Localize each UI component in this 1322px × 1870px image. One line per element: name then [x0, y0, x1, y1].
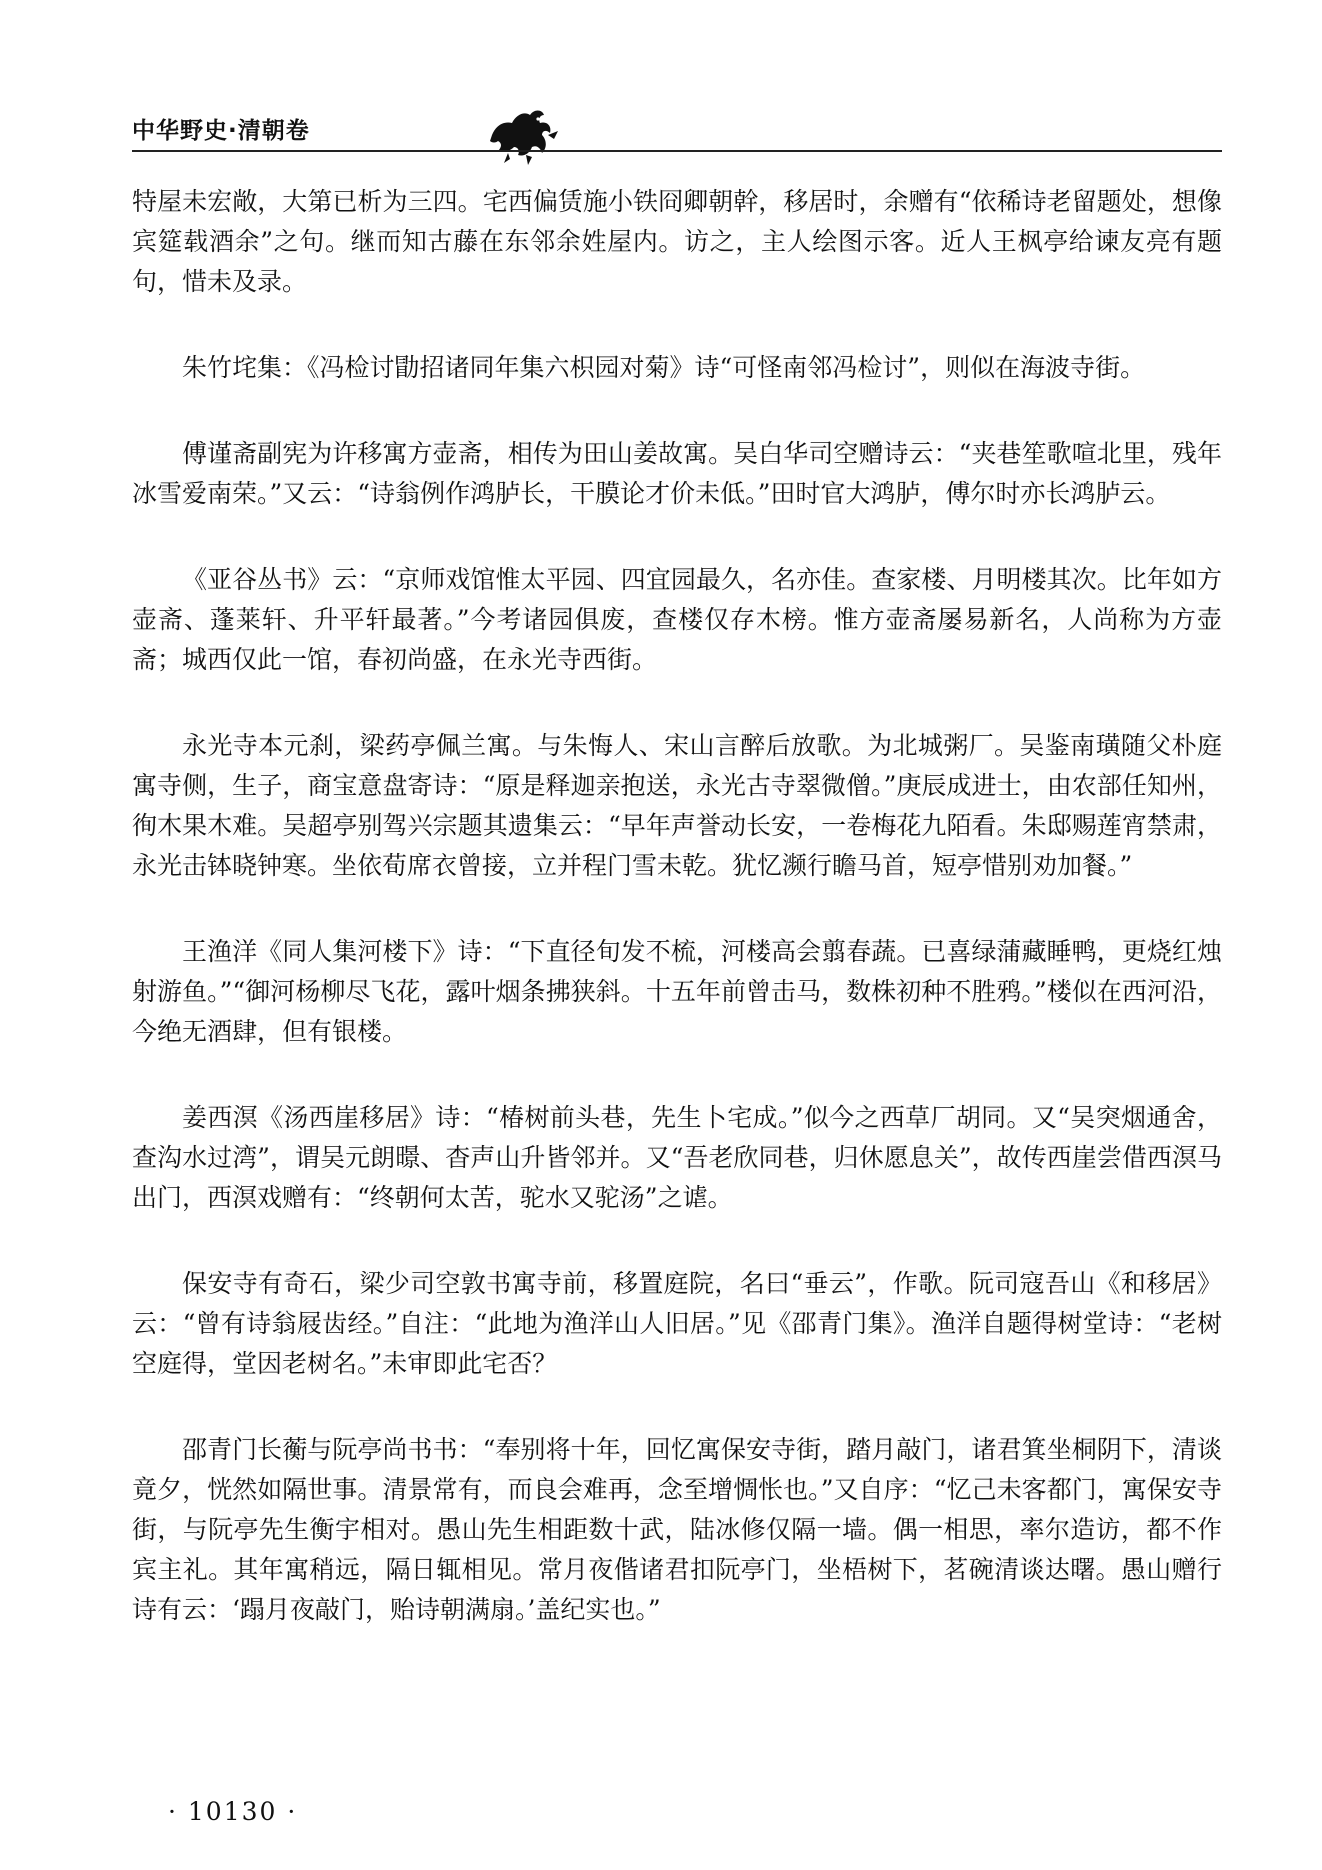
- paragraph: 朱竹垞集：《冯检讨勖招诸同年集六枳园对菊》诗“可怪南邻冯检讨”，则似在海波寺街。: [182, 353, 1146, 382]
- dragon-emblem-icon: [482, 95, 562, 167]
- paragraph: 永光寺本元刹，梁药亭佩兰寓。与朱悔人、宋山言醉后放歌。为北城粥厂。吴鉴南璜随父朴庭寓寺侧，生子，商宝意盘寄诗：“原是释迦亲抱送，永光古寺翠微僧。”庚辰成进士，由农部任知州，徇木果木难。吴超亭别驾兴宗题其遗集云：“早年声誉动长安，一卷梅花九陌看。朱邸赐莲宵禁肃，永光击钵晓钟寒。坐依荀席衣曾接，立并程门雪未乾。犹忆濒行瞻马首，短亭惜别劝加餐。”: [132, 731, 1222, 880]
- page-number: · 10130 ·: [168, 1797, 298, 1826]
- header-divider: [132, 150, 1222, 152]
- paragraph: 邵青门长蘅与阮亭尚书书：“奉别将十年，回忆寓保安寺街，踏月敲门，诸君箕坐桐阴下，清谈竟夕，恍然如隔世事。清景常有，而良会难再，念至增惆怅也。”又自序：“忆己未客都门，寓保安寺街，与阮亭先生衡宇相对。愚山先生相距数十武，陆冰修仅隔一墙。偶一相思，率尔造访，都不作宾主礼。其年寓稍远，隔日辄相见。常月夜偕诸君扣阮亭门，坐梧树下，茗碗清谈达曙。愚山赠行诗有云：‘蹋月夜敲门，贻诗朝满扇。’盖纪实也。”: [132, 1435, 1222, 1624]
- book-title: 中华野史·清朝卷: [132, 118, 310, 144]
- paragraph: 特屋未宏敞，大第已析为三四。宅西偏赁施小铁冏卿朝幹，移居时，余赠有“依稀诗老留题处，想像宾筵载酒余”之句。继而知古藤在东邻余姓屋内。访之，主人绘图示客。近人王枫亭给谏友亮有题句，惜未及录。: [132, 187, 1222, 296]
- paragraph: 王渔洋《同人集河楼下》诗：“下直径旬发不梳，河楼高会翦春蔬。已喜绿蒲藏睡鸭，更烧红烛射游鱼。”“御河杨柳尽飞花，露叶烟条拂狭斜。十五年前曾击马，数株初种不胜鸦。”楼似在西河沿，今绝无酒肆，但有银楼。: [132, 937, 1222, 1046]
- main-text: [132, 182, 1222, 1676]
- paragraph: 姜西溟《汤西崖移居》诗：“椿树前头巷，先生卜宅成。”似今之西草厂胡同。又“吴突烟通舍，查沟水过湾”，谓吴元朗暻、杳声山升皆邻并。又“吾老欣同巷，归休愿息关”，故传西崖尝借西溟马出门，西溟戏赠有：“终朝何太苦，驼水又驼汤”之谑。: [132, 1103, 1222, 1212]
- paragraph: 傅谨斋副宪为许移寓方壶斋，相传为田山姜故寓。吴白华司空赠诗云：“夹巷笙歌喧北里，残年冰雪爱南荣。”又云：“诗翁例作鸿胪长，干膜论才价未低。”田时官大鸿胪，傅尔时亦长鸿胪云。: [132, 439, 1222, 508]
- paragraph: 保安寺有奇石，梁少司空敦书寓寺前，移置庭院，名曰“垂云”，作歌。阮司寇吾山《和移居》云：“曾有诗翁屐齿经。”自注：“此地为渔洋山人旧居。”见《邵青门集》。渔洋自题得树堂诗：“老树空庭得，堂因老树名。”未审即此宅否？: [132, 1269, 1222, 1378]
- paragraph: 《亚谷丛书》云：“京师戏馆惟太平园、四宜园最久，名亦佳。查家楼、月明楼其次。比年如方壶斋、蓬莱轩、升平轩最著。”今考诸园俱废，查楼仅存木榜。惟方壶斋屡易新名，人尚称为方壶斋；城西仅此一馆，春初尚盛，在永光寺西街。: [132, 565, 1222, 674]
